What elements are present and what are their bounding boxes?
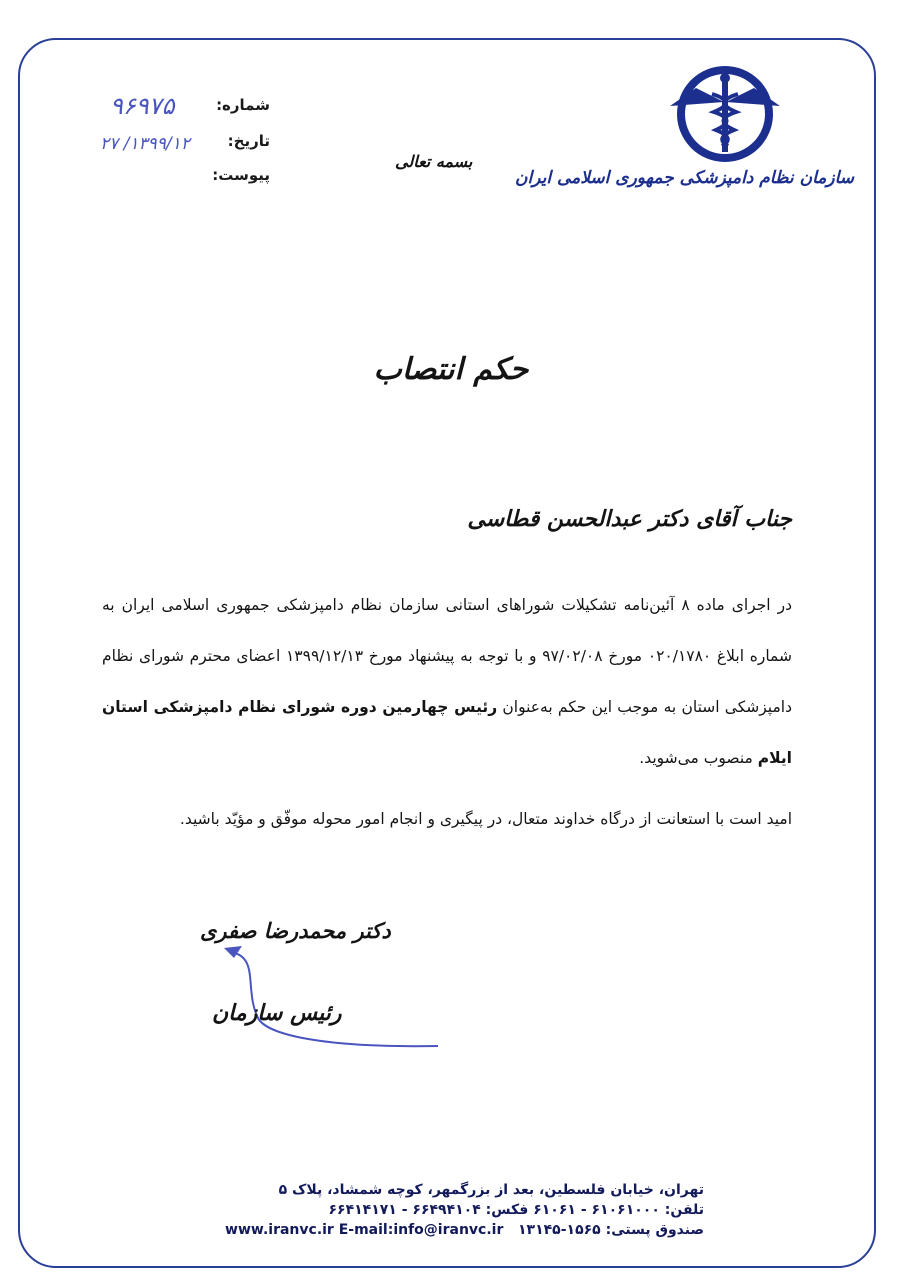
signatory-name: دکتر محمدرضا صفری xyxy=(200,918,391,943)
footer-contact xyxy=(144,1180,704,1240)
letter-date: ۱۳۹۹/۱۲/ ۲۷ xyxy=(100,134,190,154)
basmala: بسمه تعالی xyxy=(395,152,473,171)
salutation: جناب آقای دکتر عبدالحسن قطاسی xyxy=(467,506,792,532)
body-text-part1: در اجرای ماده ۸ آئین‌نامه تشکیلات شوراهای استانی سازمان نظام دامپزشکی جمهوری اسلامی ایران به شماره ابلاغ ۰۲۰/۱۷۸۰ مورخ ۹۷/۰۲/۰۸ و با توجه به پیشنهاد مورخ ۱۳۹۹/۱۲/۱۳ اعضای محترم شورای نظام دامپزشکی استان به موجب این حکم به‌عنوان xyxy=(102,596,792,716)
attachment-label: پیوست: xyxy=(212,166,270,184)
letter-number: ۹۶۹۷۵ xyxy=(110,92,175,120)
number-label: شماره: xyxy=(216,96,270,114)
footer-web-email: www.iranvc.ir E-mail:info@iranvc.ir xyxy=(225,1222,504,1238)
signature-stroke xyxy=(200,930,440,1060)
signatory-title: رئیس سازمان xyxy=(212,1000,342,1026)
footer-phone-fax: تلفن: ۶۱۰۶۱۰۰۰ - ۶۱۰۶۱ فکس: ۶۶۴۹۴۱۰۴ - ۶۶۴۱۴۱۷۱ xyxy=(328,1202,704,1218)
closing-paragraph: امید است با استعانت از درگاه خداوند متعال، در پیگیری و انجام امور محوله موفّق و مؤیّد باشید. xyxy=(179,810,792,828)
letter-body xyxy=(102,580,792,784)
body-text-emphasis: رئیس چهارمین دوره شورای نظام دامپزشکی استان ایلام xyxy=(102,698,792,767)
document-title: حکم انتصاب xyxy=(373,352,529,387)
organization-name: سازمان نظام دامپزشکی جمهوری اسلامی ایران xyxy=(515,168,854,188)
body-text-part2: منصوب می‌شوید. xyxy=(639,749,758,767)
footer-postal-web xyxy=(144,1220,704,1240)
footer-address: تهران، خیابان فلسطین، بعد از بزرگمهر، کوچه شمشاد، پلاک ۵ xyxy=(278,1182,704,1198)
veterinary-caduceus-emblem-icon xyxy=(666,66,784,162)
date-label: تاریخ: xyxy=(227,132,270,150)
footer-postal: صندوق پستی: ۱۵۶۵-۱۳۱۴۵ xyxy=(517,1222,704,1238)
